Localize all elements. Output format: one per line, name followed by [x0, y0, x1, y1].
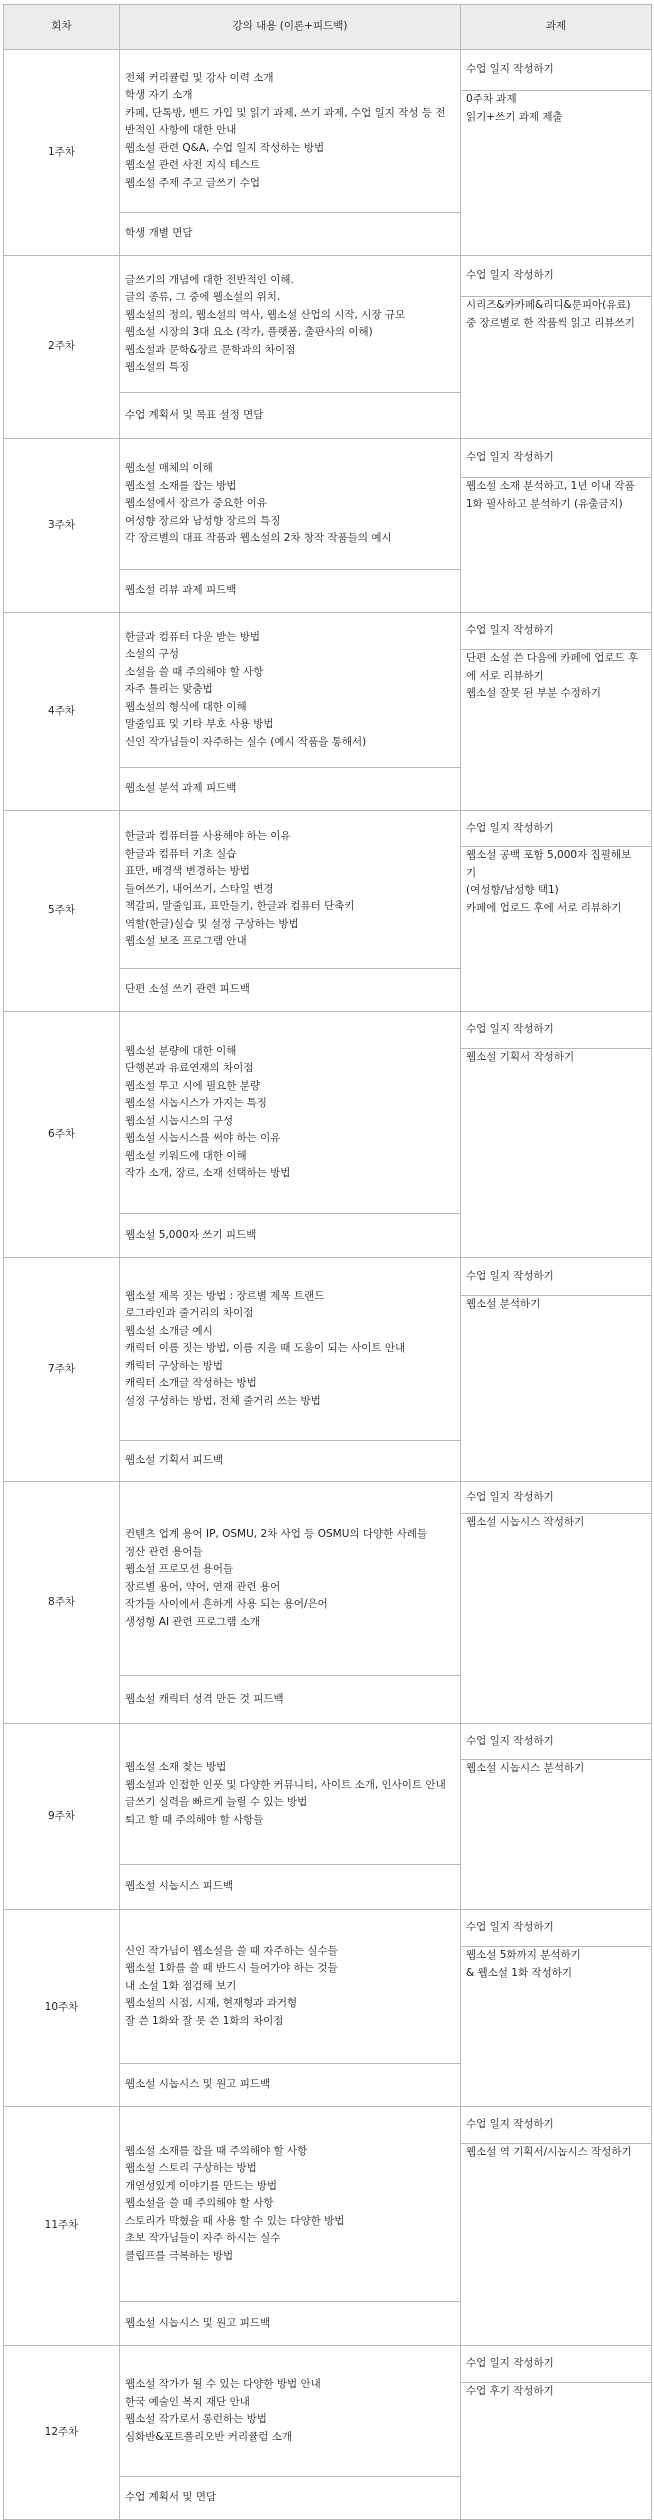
header-task: 과제	[461, 5, 652, 50]
task-line: 기	[466, 866, 477, 879]
feedback-cell: 수업 계획서 및 면담	[120, 2477, 461, 2520]
lecture-content-line: 웹소설 프로모션 용어들	[125, 1563, 234, 1575]
feedback-cell: 웹소설 분석 과제 피드백	[120, 768, 461, 811]
lecture-content-line: 단행본과 유료연재의 차이점	[125, 1062, 254, 1074]
lecture-content-line: 장르별 용어, 약어, 연재 관련 용어	[125, 1580, 281, 1593]
table-row	[4, 2107, 652, 2302]
lecture-content-line: 신인 작가님이 웹소설을 쓸 때 자주하는 실수들	[125, 1944, 338, 1957]
task-column	[461, 439, 652, 613]
lecture-content-line: 한글과 컴퓨터 기초 실습	[125, 847, 237, 860]
lecture-content-line: 작가 소개, 장르, 소재 선택하는 방법	[125, 1167, 291, 1179]
task-line: 웹소설 시놉시스 분석하기	[466, 1762, 585, 1774]
lecture-content-line: 초보 작가님들이 자주 하시는 실수	[125, 2232, 281, 2245]
task-column	[461, 1910, 652, 2107]
task-line: 수업 일지 작성하기	[466, 63, 554, 76]
task-column	[461, 1724, 652, 1910]
header-content: 강의 내용 (이론+피드백)	[120, 5, 461, 50]
task-line: 웹소설 5화까지 분석하기	[466, 1949, 581, 1961]
task-line: 수업 일지 작성하기	[466, 1490, 554, 1503]
task-line: (여성향/남성향 택1)	[466, 884, 559, 896]
task-line: 수업 일지 작성하기	[466, 1921, 554, 1934]
lecture-content-line: 웹소설 소재 찾는 방법	[125, 1761, 227, 1773]
lecture-content	[120, 1258, 461, 1441]
lecture-content-line: 웹소설 시놉시스를 써야 하는 이유	[125, 1132, 281, 1144]
lecture-content-line: 잘 쓴 1화와 잘 못 쓴 1화의 차이점	[125, 2014, 284, 2027]
lecture-content-line: 개연성있게 이야기를 만드는 방법	[125, 2179, 278, 2192]
lecture-content-line: 한글과 컴퓨터 다운 받는 방법	[125, 630, 261, 643]
table-body	[4, 50, 652, 2520]
lecture-content-line: 한국 예술인 복지 재단 안내	[125, 2395, 250, 2408]
lecture-content-line: 웹소설 작가가 될 수 있는 다양한 방법 안내	[125, 2378, 321, 2390]
lecture-content-line: 웹소설 분량에 대한 이해	[125, 1044, 237, 1057]
task-line: 에 서로 리뷰하기	[466, 669, 544, 682]
lecture-content-line: 소설을 쓸 때 주의해야 할 사항	[125, 665, 264, 678]
week-label: 12주차	[4, 2346, 120, 2520]
lecture-content-line: 웹소설과 인접한 인풋 및 다양한 커뮤니티, 사이트 소개, 인사이트 안내	[125, 1778, 446, 1791]
lecture-content-line: 컨텐츠 업계 용어 IP, OSMU, 2차 사업 등 OSMU의 다양한 사례들	[125, 1528, 428, 1540]
task-line: 카페에 업로드 후에 서로 리뷰하기	[466, 901, 622, 914]
lecture-content-line: 웹소설 키워드에 대한 이해	[125, 1149, 247, 1162]
table-row	[4, 811, 652, 969]
table-row	[4, 2346, 652, 2477]
lecture-content-line: 퇴고 할 때 주의해야 할 사항들	[125, 1813, 264, 1826]
task-column	[461, 1258, 652, 1482]
lecture-content-line: 글의 종류, 그 중에 웹소설의 위치.	[125, 291, 281, 303]
lecture-content	[120, 1724, 461, 1865]
lecture-content-line: 글쓰기의 개념에 대한 전반적인 이해.	[125, 273, 294, 286]
lecture-content-line: 웹소설 소재를 잡는 방법	[125, 479, 237, 492]
feedback-cell: 웹소설 시놉시스 및 원고 피드백	[120, 2302, 461, 2346]
table-row	[4, 1482, 652, 1676]
task-line: & 웹소설 1화 작성하기	[466, 1966, 573, 1979]
lecture-content-line: 스토리가 막혔을 때 사용 할 수 있는 다양한 방법	[125, 2214, 345, 2227]
lecture-content-line: 웹소설 시장의 3대 요소 (작가, 플랫폼, 출판사의 이해)	[125, 326, 373, 338]
feedback-cell: 학생 개별 면담	[120, 213, 461, 256]
task-line: 수업 일지 작성하기	[466, 2118, 554, 2131]
lecture-content	[120, 2107, 461, 2302]
task-line: 웹소설 잘못 된 부분 수정하기	[466, 687, 602, 699]
task-line: 수업 일지 작성하기	[466, 1734, 554, 1747]
lecture-content-line: 말줄임표 및 기타 부호 사용 방법	[125, 718, 274, 731]
lecture-content-line: 캐릭터 구상하는 방법	[125, 1359, 223, 1372]
lecture-content-line: 들여쓰기, 내어쓰기, 스타일 변경	[125, 882, 274, 895]
task-line: 1화 필사하고 분석하기 (유출금지)	[466, 497, 623, 510]
lecture-content-line: 로그라인과 줄거리의 차이점	[125, 1307, 254, 1320]
lecture-content-line: 캐릭터 소개글 작성하는 방법	[125, 1377, 257, 1390]
task-line: 수업 후기 작성하기	[466, 2385, 554, 2397]
table-row	[4, 613, 652, 768]
task-line: 수업 일지 작성하기	[466, 269, 554, 282]
header-week: 회차	[4, 5, 120, 50]
curriculum-table	[3, 4, 652, 2520]
task-line: 웹소설 소재 분석하고, 1년 이내 작품	[466, 480, 635, 492]
table-header-row	[4, 5, 652, 50]
lecture-content-line: 생성형 AI 관련 프로그램 소개	[125, 1615, 261, 1628]
lecture-content-line: 웹소설 1화를 쓸 때 반드시 들어가야 하는 것들	[125, 1962, 338, 1975]
task-line: 웹소설 분석하기	[466, 1298, 541, 1310]
lecture-content-line: 카페, 단톡방, 밴드 가입 및 읽기 과제, 쓰기 과제, 수업 일지 작성 등 전반적인 사항에 대한 안내	[125, 106, 446, 137]
task-column	[461, 2107, 652, 2346]
feedback-cell: 단편 소설 쓰기 관련 피드백	[120, 969, 461, 1012]
lecture-content-line: 한글과 컴퓨터를 사용해야 하는 이유	[125, 830, 291, 843]
lecture-content-line: 웹소설의 형식에 대한 이해	[125, 700, 247, 713]
task-line: 수업 일지 작성하기	[466, 624, 554, 637]
table-row	[4, 439, 652, 570]
lecture-content-line: 웹소설에서 장르가 중요한 이유	[125, 497, 267, 510]
lecture-content	[120, 811, 461, 969]
table-row	[4, 1910, 652, 2064]
task-line: 수업 일지 작성하기	[466, 1023, 554, 1036]
task-line: 수업 일지 작성하기	[466, 821, 554, 834]
lecture-content	[120, 2346, 461, 2477]
lecture-content-line: 웹소설 작가로서 롱런하는 방법	[125, 2413, 267, 2425]
lecture-content-line: 웹소설 매체의 이해	[125, 462, 213, 475]
lecture-content-line: 신인 작가님들이 자주하는 실수 (예시 작품을 통해서)	[125, 735, 367, 748]
lecture-content-line: 웹소설 주제 주고 글쓰기 수업	[125, 176, 261, 189]
table-row	[4, 50, 652, 213]
lecture-content-line: 웹소설 투고 시에 필요한 분량	[125, 1079, 261, 1092]
task-line: 단편 소설 쓴 다음에 카페에 업로드 후	[466, 652, 639, 664]
lecture-content	[120, 613, 461, 768]
task-column	[461, 256, 652, 439]
feedback-cell: 웹소설 시놉시스 및 원고 피드백	[120, 2064, 461, 2107]
lecture-content-line: 내 소설 1화 점검해 보기	[125, 1979, 237, 1992]
lecture-content-line: 웹소설 관련 Q&A, 수업 일지 작성하는 방법	[125, 141, 325, 154]
week-label: 7주차	[4, 1258, 120, 1482]
task-column	[461, 50, 652, 256]
lecture-content-line: 자주 틀리는 맞춤법	[125, 683, 213, 696]
task-line: 시리즈&카카페&리디&문피아(유료)	[466, 299, 631, 311]
feedback-cell: 웹소설 기획서 피드백	[120, 1441, 461, 1482]
lecture-content-line: 여성향 장르와 남성향 장르의 특징	[125, 514, 281, 527]
lecture-content-line: 웹소설의 정의, 웹소설의 역사, 웹소설 산업의 시작, 시장 규모	[125, 308, 406, 321]
lecture-content-line: 웹소설 시놉시스의 구성	[125, 1114, 234, 1127]
table-row	[4, 256, 652, 393]
table-row	[4, 1258, 652, 1441]
task-column	[461, 1482, 652, 1724]
lecture-content-line: 캐릭터 이름 짓는 방법, 이름 지을 때 도움이 되는 사이트 안내	[125, 1342, 406, 1355]
week-label: 9주차	[4, 1724, 120, 1910]
week-label: 6주차	[4, 1012, 120, 1258]
week-label: 3주차	[4, 439, 120, 613]
task-column	[461, 613, 652, 811]
week-label: 10주차	[4, 1910, 120, 2107]
week-label: 2주차	[4, 256, 120, 439]
lecture-content-line: 학생 자기 소개	[125, 89, 193, 102]
lecture-content-line: 웹소설 소개글 예시	[125, 1324, 213, 1337]
lecture-content	[120, 50, 461, 213]
task-line: 수업 일지 작성하기	[466, 1269, 554, 1282]
feedback-cell: 웹소설 캐릭터 성격 만든 것 피드백	[120, 1676, 461, 1724]
lecture-content-line: 역할(한글)실습 및 설정 구상하는 방법	[125, 917, 299, 930]
lecture-content-line: 웹소설을 쓸 때 주의해야 할 사항	[125, 2197, 274, 2210]
feedback-cell: 수업 계획서 및 목표 설정 면담	[120, 393, 461, 439]
lecture-content-line: 웹소설의 시점, 시제, 현재형과 과거형	[125, 1997, 298, 2010]
lecture-content	[120, 1012, 461, 1214]
lecture-content-line: 표만, 배경색 변경하는 방법	[125, 865, 250, 878]
lecture-content-line: 전체 커리큘럼 및 강사 이력 소개	[125, 71, 274, 84]
lecture-content-line: 웹소설 소재를 잡을 때 주의해야 할 사항	[125, 2144, 308, 2157]
task-line: 읽기+쓰기 과제 제출	[466, 110, 563, 123]
task-line: 웹소설 공백 포함 5,000자 집필해보	[466, 849, 632, 861]
table-row	[4, 1724, 652, 1865]
week-label: 11주차	[4, 2107, 120, 2346]
task-line: 웹소설 역 기획서/시놉시스 작성하기	[466, 2146, 632, 2158]
lecture-content	[120, 256, 461, 393]
lecture-content	[120, 439, 461, 570]
task-line: 웹소설 시놉시스 작성하기	[466, 1516, 585, 1528]
week-label: 5주차	[4, 811, 120, 1012]
task-line: 웹소설 기획서 작성하기	[466, 1051, 575, 1063]
week-label: 8주차	[4, 1482, 120, 1724]
lecture-content-line: 웹소설과 문학&장르 문학과의 차이점	[125, 343, 296, 356]
lecture-content-line: 웹소설의 특징	[125, 361, 190, 373]
lecture-content-line: 작가들 사이에서 흔하게 사용 되는 용어/은어	[125, 1598, 328, 1610]
task-column	[461, 811, 652, 1012]
task-line: 수업 일지 작성하기	[466, 451, 554, 464]
lecture-content-line: 웹소설 스토리 구상하는 방법	[125, 2162, 257, 2175]
lecture-content-line: 웹소설 시놉시스가 가지는 특징	[125, 1097, 267, 1109]
lecture-content-line: 소설의 구성	[125, 648, 180, 661]
lecture-content	[120, 1910, 461, 2064]
lecture-content	[120, 1482, 461, 1676]
lecture-content-line: 정산 관련 용어들	[125, 1545, 203, 1558]
lecture-content-line: 클립프를 극복하는 방법	[125, 2249, 234, 2262]
lecture-content-line: 심화반&포트폴리오반 커리큘럼 소개	[125, 2430, 293, 2443]
table-row	[4, 1012, 652, 1214]
task-column	[461, 1012, 652, 1258]
lecture-content-line: 책갈피, 말줄임표, 표만들기, 한글과 컴퓨터 단축키	[125, 900, 355, 913]
lecture-content-line: 각 장르별의 대표 작품과 웹소설의 2차 창작 작품들의 예시	[125, 532, 392, 545]
task-line: 0주차 과제	[466, 93, 517, 105]
week-label: 1주차	[4, 50, 120, 256]
lecture-content-line: 글쓰기 실력을 빠르게 늘릴 수 있는 방법	[125, 1796, 308, 1808]
week-label: 4주차	[4, 613, 120, 811]
task-line: 수업 일지 작성하기	[466, 2357, 554, 2370]
feedback-cell: 웹소설 5,000자 쓰기 피드백	[120, 1214, 461, 1258]
feedback-cell: 웹소설 시놉시스 피드백	[120, 1865, 461, 1910]
task-line: 중 장르별로 한 작품씩 읽고 리뷰쓰기	[466, 316, 635, 329]
lecture-content-line: 웹소설 보조 프로그램 안내	[125, 935, 247, 948]
lecture-content-line: 웹소설 관련 사전 지식 테스트	[125, 159, 261, 172]
lecture-content-line: 설정 구성하는 방법, 전체 줄거리 쓰는 방법	[125, 1394, 321, 1407]
feedback-cell: 웹소설 리뷰 과제 피드백	[120, 570, 461, 613]
task-column	[461, 2346, 652, 2520]
lecture-content-line: 웹소설 제목 짓는 방법 : 장르별 제목 트랜드	[125, 1289, 325, 1302]
